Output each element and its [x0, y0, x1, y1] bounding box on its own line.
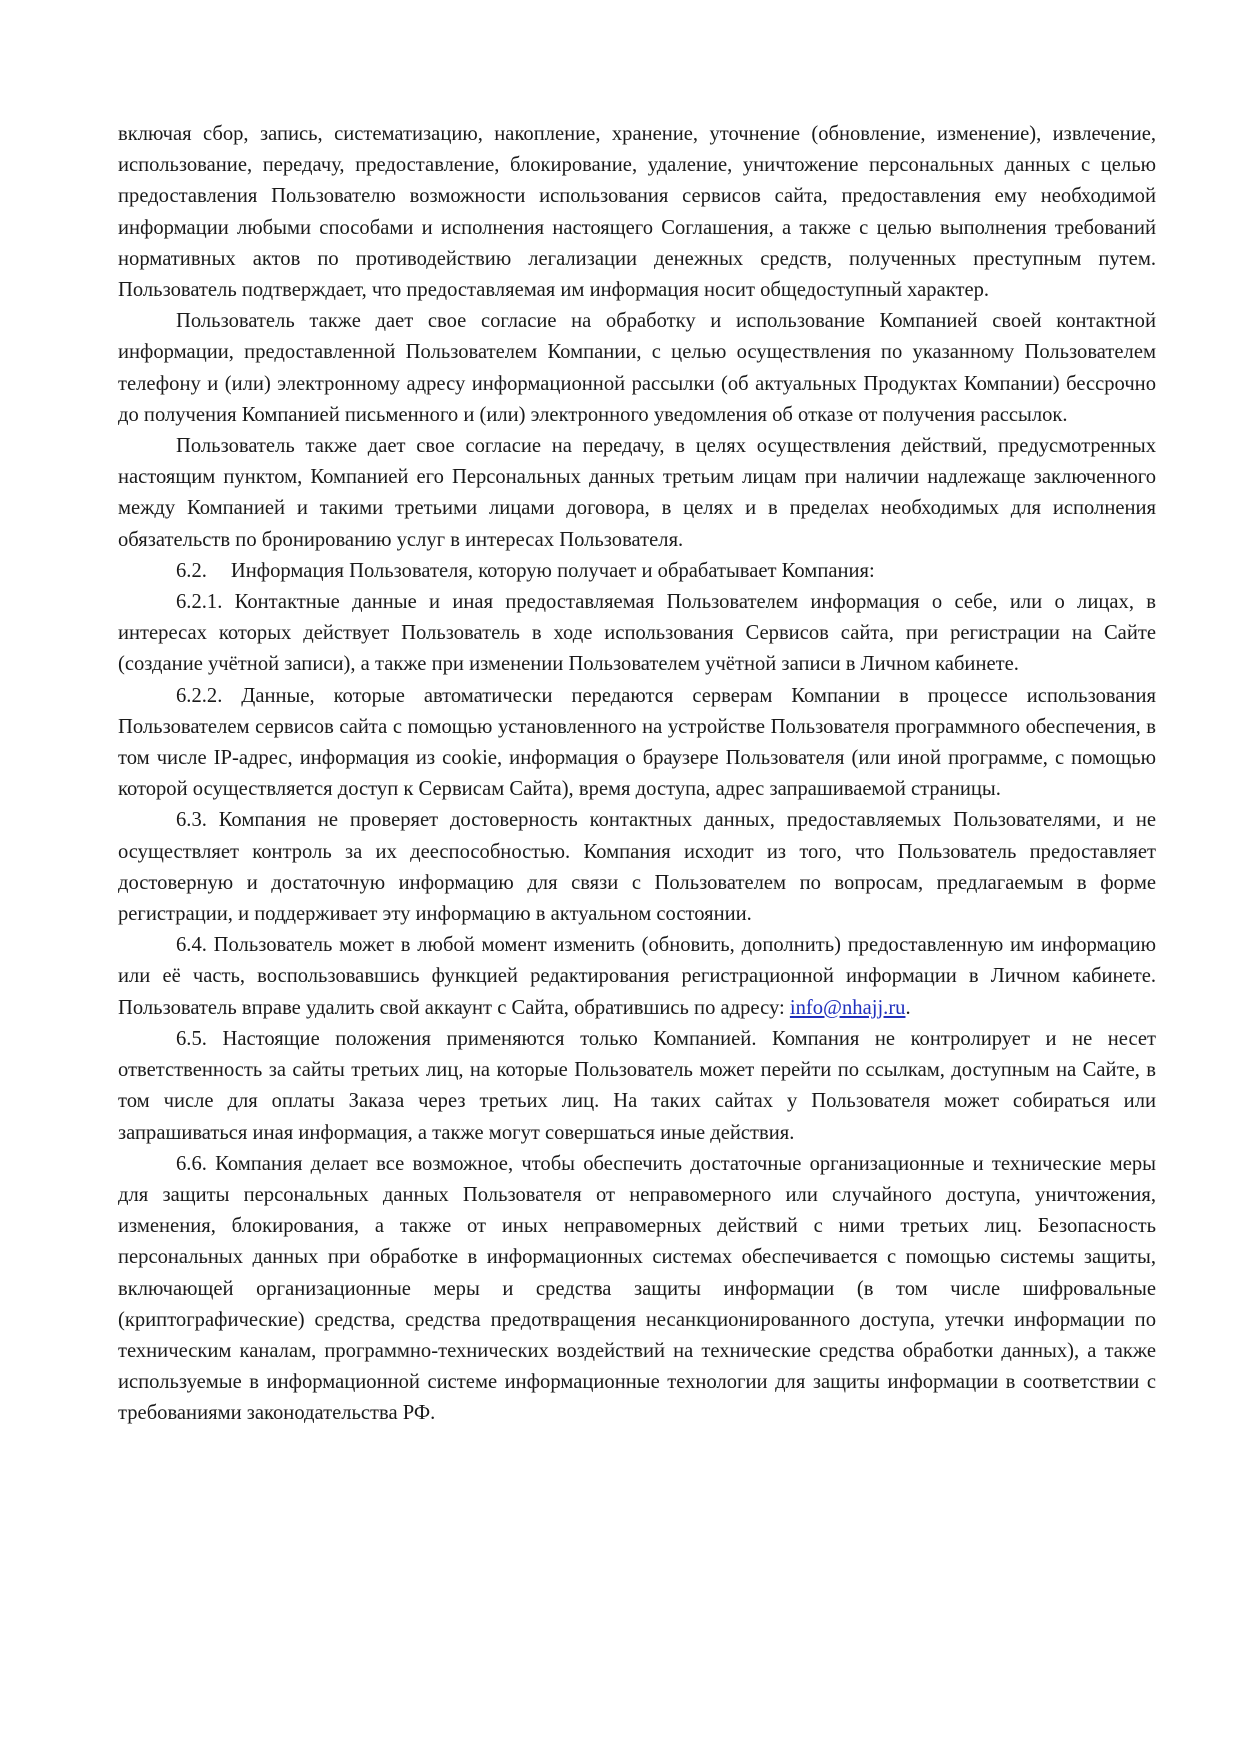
paragraph-consent-transfer: Пользователь также дает свое согласие на передачу, в целях осуществления действий, предусмотренных настоящим пунктом, Компанией его Персональных данных третьим лицам при наличии надлежаще заключенного между Компанией и такими третьими лицами договора, в целях и в пределах необходимых для исполнения обязательств по бронированию услуг в интересах Пользователя. — [118, 435, 1156, 551]
email-link[interactable]: info@nhajj.ru — [789, 996, 906, 1019]
section-6-4-end: . — [905, 996, 911, 1019]
section-6-6: 6.6. Компания делает все возможное, чтобы обеспечить достаточные организационные и технические меры для защиты персональных данных Пользователя от неправомерного или случайного доступа, уничтожения, изменения, блокирования, а также от иных неправомерных действий с ними третьих лиц. Безопасность персональных данных при обработке в информационных системах обеспечивается с помощью системы защиты, включающей организационные меры и средства защиты информации (в том числе шифровальные (криптографические) средства, средства предотвращения несанкционированного доступа, утечки информации по техническим каналам, программно-технических воздействий на технические средства обработки данных), а также используемые в информационной системе информационные технологии для защиты информации в соответствии с требованиями законодательства РФ. — [118, 1152, 1156, 1425]
section-6-2-2: 6.2.2. Данные, которые автоматически передаются серверам Компании в процессе использования Пользователем сервисов сайта с помощью установленного на устройстве Пользователя программного обеспечения, в том числе IP-адрес, информация из cookie, информация о браузере Пользователя (или иной программе, с помощью которой осуществляется доступ к Сервисам Сайта), время доступа, адрес запрашиваемой страницы. — [118, 684, 1156, 801]
section-6-4-text: 6.4. Пользователь может в любой момент изменить (обновить, дополнить) предоставленную им информацию или её часть, воспользовавшись функцией редактирования регистрационной информации в Личном кабинете. Пользователь вправе удалить свой аккаунт с Сайта, обратившись по адресу: — [118, 934, 1156, 1019]
section-6-3: 6.3. Компания не проверяет достоверность контактных данных, предоставляемых Пользователями, и не осуществляет контроль за их дееспособностью. Компания исходит из того, что Пользователь предоставляет достоверную и достаточную информацию для связи с Пользователем по вопросам, предлагаемым в форме регистрации, и поддерживает эту информацию в актуальном состоянии. — [118, 809, 1156, 926]
document-body — [118, 119, 1156, 1430]
section-6-2-1: 6.2.1. Контактные данные и иная предоставляемая Пользователем информация о себе, или о лицах, в интересах которых действует Пользователь в ходе использования Сервисов сайта, при регистрации на Сайте (создание учётной записи), а также при изменении Пользователем учётной записи в Личном кабинете. — [118, 591, 1156, 676]
section-6-5: 6.5. Настоящие положения применяются только Компанией. Компания не контролирует и не несет ответственность за сайты третьих лиц, на которые Пользователь может перейти по ссылкам, доступным на Сайте, в том числе для оплаты Заказа через третьих лиц. На таких сайтах у Пользователя может собираться или запрашиваться иная информация, а также могут совершаться иные действия. — [118, 1027, 1156, 1144]
section-6-2-heading — [118, 556, 1156, 587]
section-6-4 — [118, 930, 1156, 1024]
section-6-2-number: 6.2. — [176, 559, 207, 582]
paragraph-consent-processing: включая сбор, запись, систематизацию, накопление, хранение, уточнение (обновление, изменение), извлечение, использование, передачу, предоставление, блокирование, удаление, уничтожение персональных данных с целью предоставления Пользователю возможности использования сервисов сайта, предоставления ему необходимой информации любыми способами и исполнения настоящего Соглашения, а также с целью выполнения требований нормативных актов по противодействию легализации денежных средств, полученных преступным путем. Пользователь подтверждает, что предоставляемая им информация носит общедоступный характер. — [118, 123, 1156, 302]
section-6-2-text: Информация Пользователя, которую получает и обрабатывает Компания: — [230, 559, 875, 582]
paragraph-consent-mailing: Пользователь также дает свое согласие на обработку и использование Компанией своей контактной информации, предоставленной Пользователем Компании, с целью осуществления по указанному Пользователем телефону и (или) электронному адресу информационной рассылки (об актуальных Продуктах Компании) бессрочно до получения Компанией письменного и (или) электронного уведомления об отказе от получения рассылок. — [118, 310, 1156, 426]
